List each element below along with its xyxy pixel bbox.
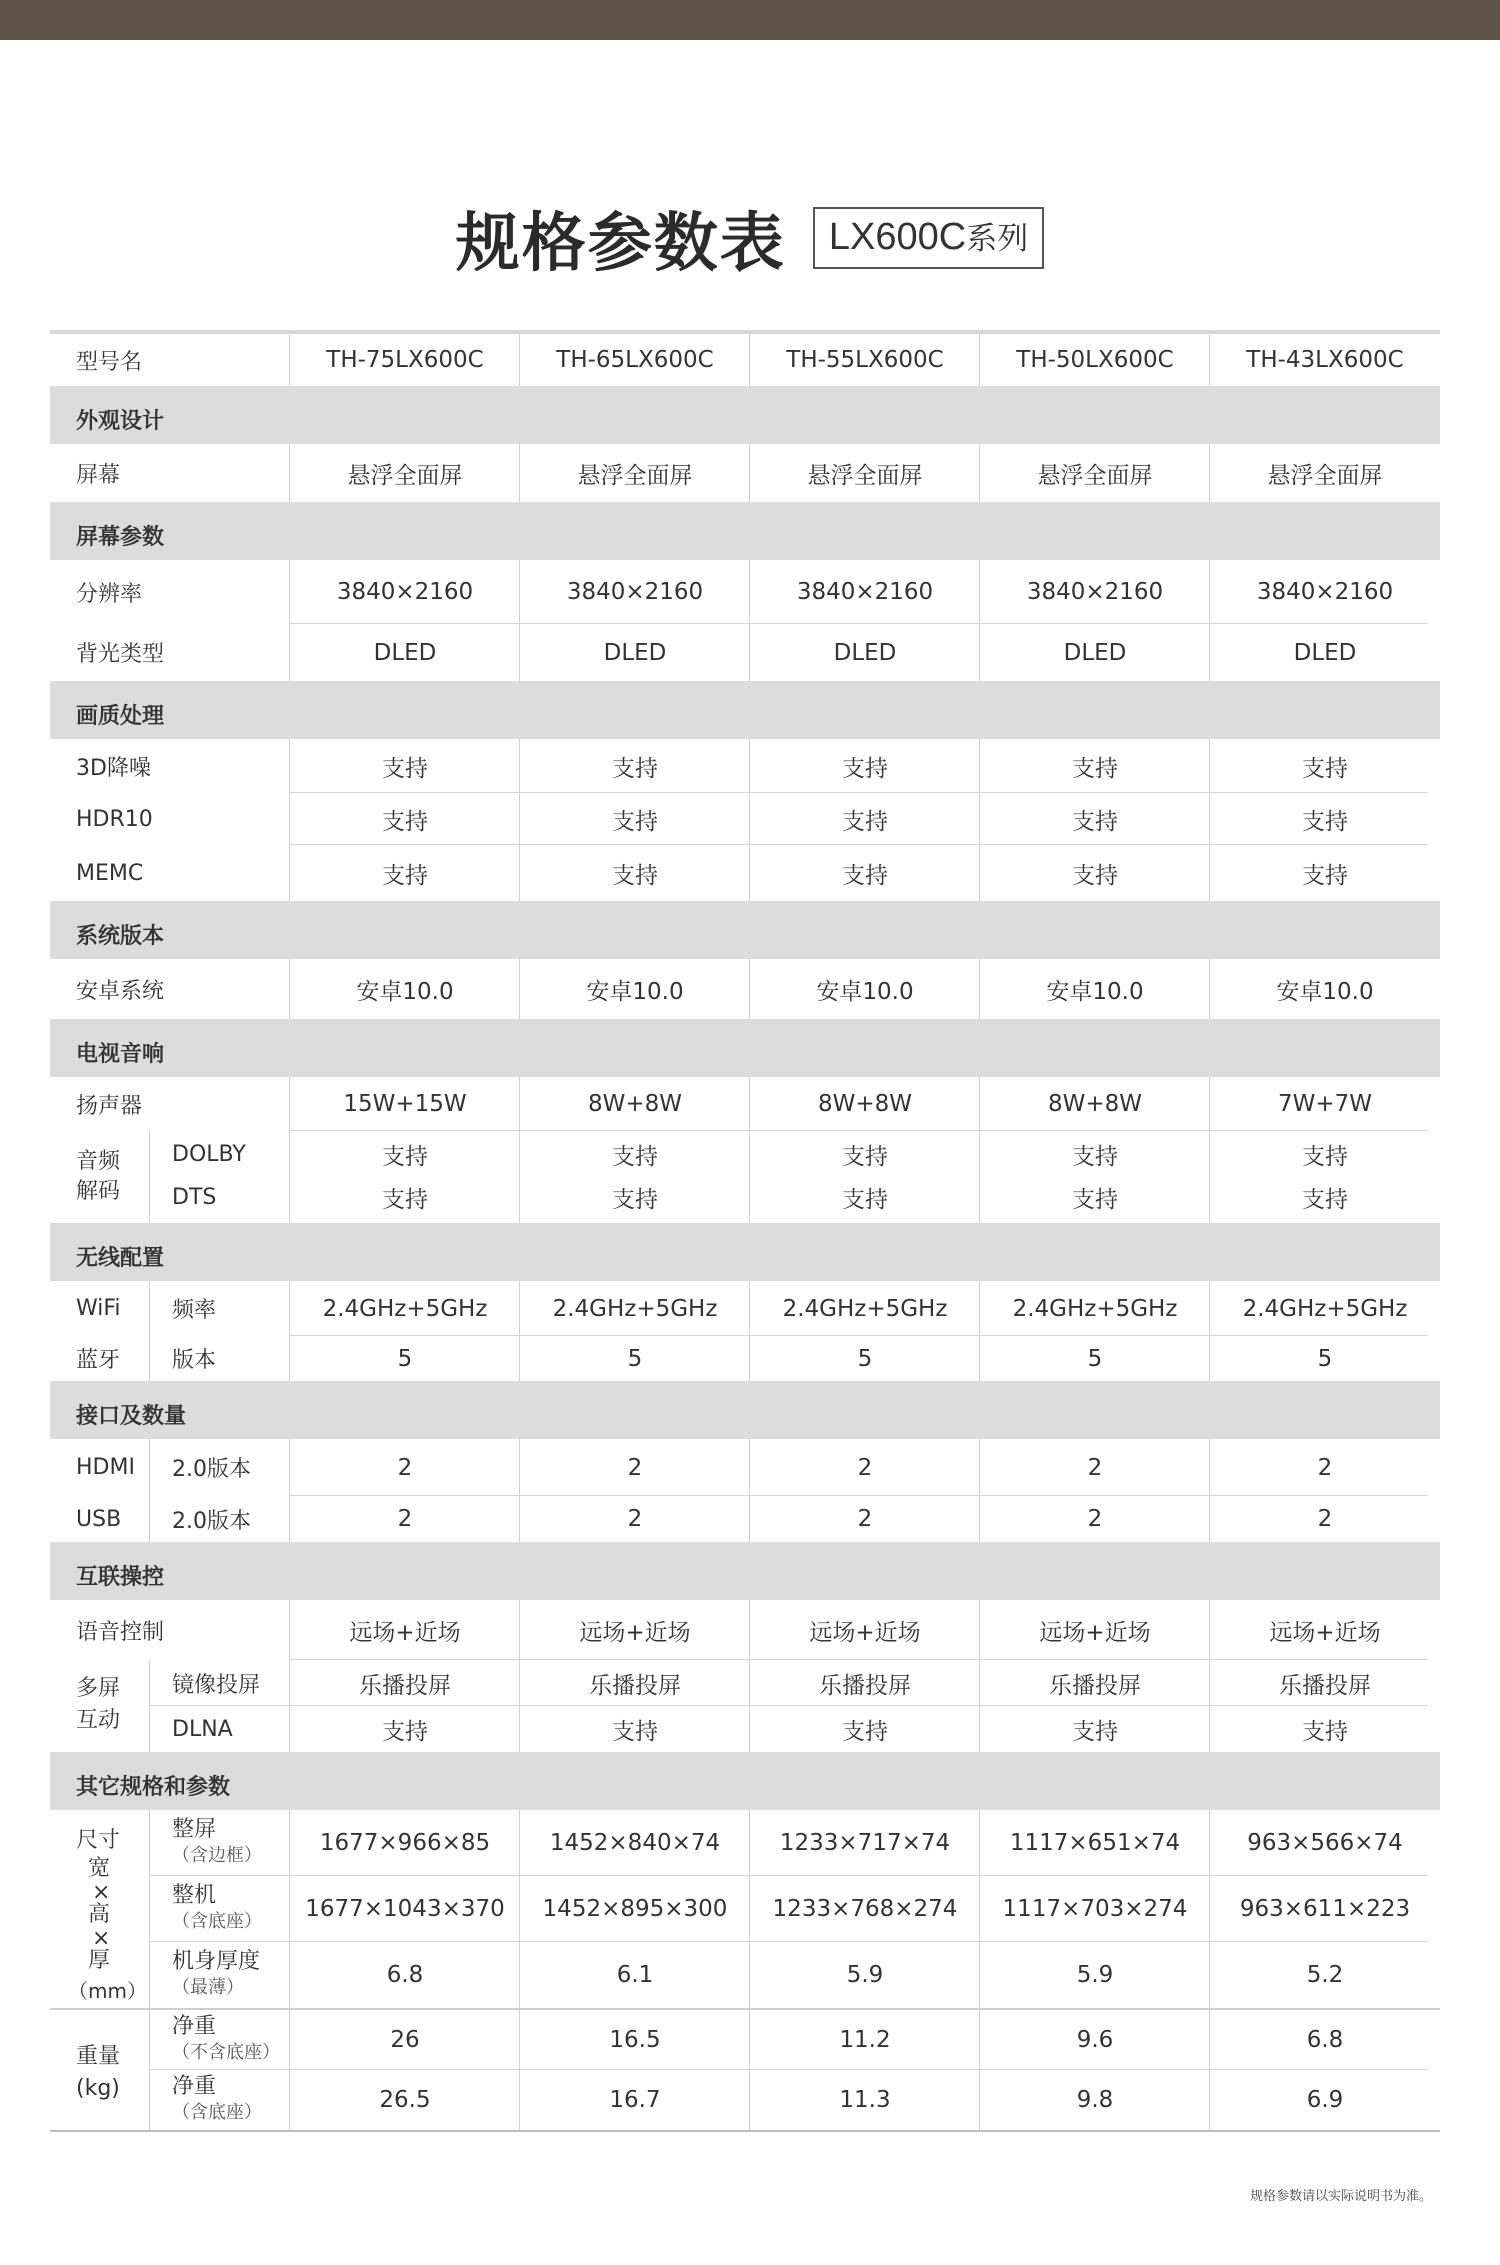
table-cell: 支持 bbox=[1302, 1143, 1348, 1170]
table-cell: DLED bbox=[1293, 639, 1357, 666]
multi-screen-group bbox=[50, 1660, 1440, 1752]
table-cell: 5.2 bbox=[1306, 1962, 1344, 1988]
table-label: 2.0版本 bbox=[172, 1508, 251, 1534]
table-cell: 2.4GHz+5GHz bbox=[1012, 1295, 1178, 1322]
model-cell: TH-65LX600C bbox=[556, 347, 714, 373]
table-cell: 16.7 bbox=[609, 2087, 661, 2113]
series-badge bbox=[813, 207, 1044, 269]
table-row bbox=[50, 1496, 1440, 1542]
table-cell: 2 bbox=[397, 1506, 413, 1532]
table-cell: 乐播投屏 bbox=[359, 1672, 451, 1699]
table-row bbox=[50, 1336, 1440, 1381]
table-cell: 支持 bbox=[1302, 862, 1348, 889]
table-cell: 16.5 bbox=[609, 2027, 661, 2053]
table-cell: 支持 bbox=[1302, 808, 1348, 835]
table-cell: 2.4GHz+5GHz bbox=[322, 1295, 488, 1322]
section-header bbox=[50, 1223, 1440, 1281]
table-label: 接口及数量 bbox=[76, 1404, 187, 1429]
table-cell: DLED bbox=[373, 639, 437, 666]
table-label: 频率 bbox=[172, 1298, 217, 1323]
table-cell: 2 bbox=[857, 1454, 873, 1481]
table-cell: 支持 bbox=[1072, 808, 1118, 835]
table-label: 3D降噪 bbox=[76, 755, 151, 781]
table-label: HDR10 bbox=[76, 806, 153, 832]
model-label: 型号名 bbox=[76, 349, 143, 375]
table-cell: 悬浮全面屏 bbox=[347, 462, 463, 489]
table-label: 安卓系统 bbox=[76, 978, 165, 1004]
table-cell: 26.5 bbox=[379, 2087, 431, 2113]
table-cell: 11.2 bbox=[839, 2027, 891, 2053]
table-cell: 8W+8W bbox=[587, 1091, 683, 1117]
table-cell: 2 bbox=[1317, 1506, 1333, 1532]
table-cell: 8W+8W bbox=[1047, 1091, 1143, 1117]
table-cell: 963×566×74 bbox=[1247, 1830, 1403, 1856]
table-label: （含底座） bbox=[172, 2102, 262, 2123]
divider bbox=[149, 1281, 150, 1336]
table-label: 机身厚度 bbox=[172, 1949, 261, 1974]
table-label: 整屏 bbox=[172, 1817, 217, 1842]
table-label: 版本 bbox=[172, 1348, 217, 1373]
table-cell: 1233×717×74 bbox=[779, 1830, 951, 1856]
table-cell: 安卓10.0 bbox=[356, 978, 454, 1005]
footnote: 规格参数请以实际说明书为准。 bbox=[1250, 2189, 1433, 2204]
table-cell: 支持 bbox=[382, 1186, 428, 1213]
table-cell: 2.4GHz+5GHz bbox=[782, 1295, 948, 1322]
table-cell: 支持 bbox=[1302, 1186, 1348, 1213]
table-label: DTS bbox=[172, 1184, 217, 1210]
table-label: 语音控制 bbox=[76, 1619, 165, 1645]
table-cell: 1677×966×85 bbox=[319, 1830, 491, 1856]
table-cell: 支持 bbox=[842, 862, 888, 889]
table-cell: 7W+7W bbox=[1277, 1091, 1373, 1117]
table-row bbox=[50, 845, 1440, 901]
table-label: 净重 bbox=[172, 2014, 217, 2039]
table-cell: 支持 bbox=[842, 755, 888, 782]
divider bbox=[149, 1439, 150, 1496]
weight-group bbox=[50, 2010, 1440, 2130]
table-cell: 1233×768×274 bbox=[772, 1896, 958, 1922]
table-cell: 支持 bbox=[382, 862, 428, 889]
table-cell: 9.6 bbox=[1076, 2027, 1114, 2053]
table-cell: 3840×2160 bbox=[336, 579, 474, 605]
table-label: （mm） bbox=[68, 1979, 147, 2003]
table-cell: 支持 bbox=[382, 808, 428, 835]
size-group bbox=[50, 1810, 1440, 2008]
table-cell: 支持 bbox=[612, 1718, 658, 1745]
table-cell: 支持 bbox=[612, 1186, 658, 1213]
divider bbox=[149, 1336, 150, 1381]
table-cell: 5 bbox=[1087, 1345, 1103, 1372]
table-row bbox=[50, 444, 1440, 502]
table-label: 系统版本 bbox=[76, 924, 165, 949]
section-header bbox=[50, 502, 1440, 560]
table-row bbox=[50, 959, 1440, 1019]
table-cell: 5 bbox=[1317, 1345, 1333, 1372]
table-cell: 2 bbox=[1087, 1454, 1103, 1481]
spec-table bbox=[50, 330, 1440, 2132]
table-cell: 远场+近场 bbox=[1039, 1619, 1151, 1646]
table-cell: 乐播投屏 bbox=[589, 1672, 681, 1699]
table-cell: 悬浮全面屏 bbox=[577, 462, 693, 489]
table-cell: 支持 bbox=[612, 808, 658, 835]
divider bbox=[149, 1496, 150, 1542]
table-cell: 2 bbox=[627, 1454, 643, 1481]
table-cell: 支持 bbox=[382, 1143, 428, 1170]
table-cell: 乐播投屏 bbox=[1049, 1672, 1141, 1699]
table-cell: 支持 bbox=[1302, 1718, 1348, 1745]
table-row bbox=[50, 739, 1440, 793]
table-cell: 支持 bbox=[1072, 1186, 1118, 1213]
table-cell: 支持 bbox=[1072, 1718, 1118, 1745]
table-label: 屏幕参数 bbox=[76, 525, 165, 550]
section-header bbox=[50, 1019, 1440, 1077]
table-cell: 1677×1043×370 bbox=[305, 1896, 505, 1922]
section-header bbox=[50, 1752, 1440, 1810]
table-label: 外观设计 bbox=[76, 409, 165, 434]
table-cell: 5 bbox=[857, 1345, 873, 1372]
table-label: 电视音响 bbox=[76, 1042, 165, 1067]
table-cell: 5 bbox=[397, 1345, 413, 1372]
table-row bbox=[50, 1077, 1440, 1131]
table-label: MEMC bbox=[76, 860, 144, 886]
table-label: 分辨率 bbox=[76, 581, 143, 607]
table-cell: 3840×2160 bbox=[566, 579, 704, 605]
table-cell: DLED bbox=[603, 639, 667, 666]
table-cell: 1452×895×300 bbox=[542, 1896, 728, 1922]
section-header bbox=[50, 1381, 1440, 1439]
model-cell: TH-43LX600C bbox=[1246, 347, 1404, 373]
table-cell: 支持 bbox=[842, 1143, 888, 1170]
table-cell: 9.8 bbox=[1076, 2087, 1114, 2113]
table-label: 扬声器 bbox=[76, 1093, 143, 1119]
table-cell: 乐播投屏 bbox=[819, 1672, 911, 1699]
table-cell: 支持 bbox=[842, 808, 888, 835]
table-label: USB bbox=[76, 1506, 122, 1532]
table-cell: 远场+近场 bbox=[809, 1619, 921, 1646]
table-label: 2.0版本 bbox=[172, 1457, 251, 1482]
table-cell: 支持 bbox=[1072, 862, 1118, 889]
table-label: 屏幕 bbox=[76, 462, 121, 488]
table-cell: 悬浮全面屏 bbox=[807, 462, 923, 489]
table-cell: 11.3 bbox=[839, 2087, 891, 2113]
section-header bbox=[50, 681, 1440, 739]
section-header bbox=[50, 1542, 1440, 1600]
table-cell: 2 bbox=[857, 1506, 873, 1532]
table-cell: 3840×2160 bbox=[796, 579, 934, 605]
table-cell: 6.8 bbox=[1306, 2027, 1344, 2053]
table-label: 互联操控 bbox=[76, 1565, 165, 1590]
model-cell: TH-55LX600C bbox=[786, 347, 944, 373]
table-label: 厚 bbox=[88, 1948, 111, 1973]
table-cell: 2 bbox=[1317, 1454, 1333, 1481]
table-row bbox=[50, 1439, 1440, 1496]
table-label: 镜像投屏 bbox=[172, 1672, 261, 1698]
table-label: (kg) bbox=[76, 2076, 120, 2101]
table-cell: 支持 bbox=[1072, 755, 1118, 782]
table-label: 重量 bbox=[76, 2044, 121, 2069]
table-label: （最薄） bbox=[172, 1977, 244, 1998]
table-cell: 2 bbox=[1087, 1506, 1103, 1532]
table-cell: 悬浮全面屏 bbox=[1037, 462, 1153, 489]
table-row bbox=[50, 624, 1440, 681]
table-label: DLNA bbox=[172, 1716, 233, 1742]
table-cell: 远场+近场 bbox=[1269, 1619, 1381, 1646]
table-label: WiFi bbox=[76, 1296, 121, 1321]
table-cell: 支持 bbox=[612, 1143, 658, 1170]
table-cell: 5.9 bbox=[846, 1962, 884, 1988]
table-cell: 1117×703×274 bbox=[1002, 1896, 1188, 1922]
section-header bbox=[50, 386, 1440, 444]
table-cell: 2 bbox=[397, 1454, 413, 1481]
table-cell: 3840×2160 bbox=[1026, 579, 1164, 605]
table-label: （含底座） bbox=[172, 1911, 262, 1932]
table-cell: 8W+8W bbox=[817, 1091, 913, 1117]
table-label: 互动 bbox=[76, 1708, 121, 1733]
table-row bbox=[50, 793, 1440, 845]
model-row bbox=[50, 334, 1440, 386]
table-cell: 支持 bbox=[1302, 755, 1348, 782]
table-cell: 支持 bbox=[382, 755, 428, 782]
table-label: 整机 bbox=[172, 1883, 217, 1908]
table-label: （不含底座） bbox=[172, 2042, 280, 2063]
table-cell: 安卓10.0 bbox=[586, 978, 684, 1005]
table-label: 背光类型 bbox=[76, 642, 165, 667]
table-cell: 远场+近场 bbox=[349, 1619, 461, 1646]
model-cell: TH-50LX600C bbox=[1016, 347, 1174, 373]
decode-group bbox=[50, 1131, 1440, 1223]
table-cell: 支持 bbox=[1072, 1143, 1118, 1170]
table-label: 其它规格和参数 bbox=[76, 1775, 231, 1800]
table-row bbox=[50, 560, 1440, 624]
table-row bbox=[50, 1281, 1440, 1336]
table-cell: 963×611×223 bbox=[1239, 1896, 1411, 1922]
table-cell: 6.8 bbox=[386, 1962, 424, 1988]
top-bar bbox=[0, 0, 1500, 40]
table-cell: 15W+15W bbox=[343, 1091, 467, 1117]
series-suffix: 系列 bbox=[966, 221, 1029, 256]
table-label: 画质处理 bbox=[76, 704, 165, 729]
title-area bbox=[0, 192, 1500, 284]
table-cell: 支持 bbox=[842, 1718, 888, 1745]
table-label: 蓝牙 bbox=[76, 1348, 121, 1373]
table-cell: 支持 bbox=[612, 755, 658, 782]
page-title: 规格参数表 bbox=[455, 207, 786, 281]
table-cell: DLED bbox=[1063, 639, 1127, 666]
table-label: 解码 bbox=[76, 1179, 121, 1204]
table-cell: 5.9 bbox=[1076, 1962, 1114, 1988]
table-row bbox=[50, 1600, 1440, 1660]
table-label: 尺寸 bbox=[76, 1828, 121, 1853]
table-label: × bbox=[92, 1926, 111, 1951]
table-cell: 3840×2160 bbox=[1256, 579, 1394, 605]
table-cell: 安卓10.0 bbox=[816, 978, 914, 1005]
table-label: 音频 bbox=[76, 1149, 121, 1174]
table-label: 多屏 bbox=[76, 1676, 121, 1701]
table-label: HDMI bbox=[76, 1455, 135, 1480]
table-cell: 支持 bbox=[382, 1718, 428, 1745]
table-label: 宽 bbox=[88, 1856, 111, 1881]
table-cell: 1117×651×74 bbox=[1009, 1830, 1181, 1856]
table-label: 高 bbox=[88, 1902, 111, 1927]
table-cell: 5 bbox=[627, 1345, 643, 1372]
table-label: DOLBY bbox=[172, 1141, 246, 1167]
table-cell: 6.9 bbox=[1306, 2087, 1344, 2113]
table-label: × bbox=[92, 1880, 111, 1905]
table-cell: 远场+近场 bbox=[579, 1619, 691, 1646]
table-cell: 2.4GHz+5GHz bbox=[552, 1295, 718, 1322]
table-cell: 1452×840×74 bbox=[549, 1830, 721, 1856]
table-cell: 悬浮全面屏 bbox=[1267, 462, 1383, 489]
table-label: 净重 bbox=[172, 2074, 217, 2099]
table-cell: 2 bbox=[627, 1506, 643, 1532]
table-cell: 支持 bbox=[842, 1186, 888, 1213]
table-label: 无线配置 bbox=[76, 1246, 165, 1271]
table-label: （含边框） bbox=[172, 1845, 262, 1866]
table-cell: 安卓10.0 bbox=[1276, 978, 1374, 1005]
table-cell: 安卓10.0 bbox=[1046, 978, 1144, 1005]
table-cell: 支持 bbox=[612, 862, 658, 889]
table-cell: 2.4GHz+5GHz bbox=[1242, 1295, 1408, 1322]
table-cell: 乐播投屏 bbox=[1279, 1672, 1371, 1699]
model-cell: TH-75LX600C bbox=[326, 347, 484, 373]
table-cell: DLED bbox=[833, 639, 897, 666]
section-header bbox=[50, 901, 1440, 959]
table-cell: 6.1 bbox=[616, 1962, 654, 1988]
table-cell: 26 bbox=[390, 2027, 420, 2053]
series-name: LX600C bbox=[828, 216, 967, 258]
